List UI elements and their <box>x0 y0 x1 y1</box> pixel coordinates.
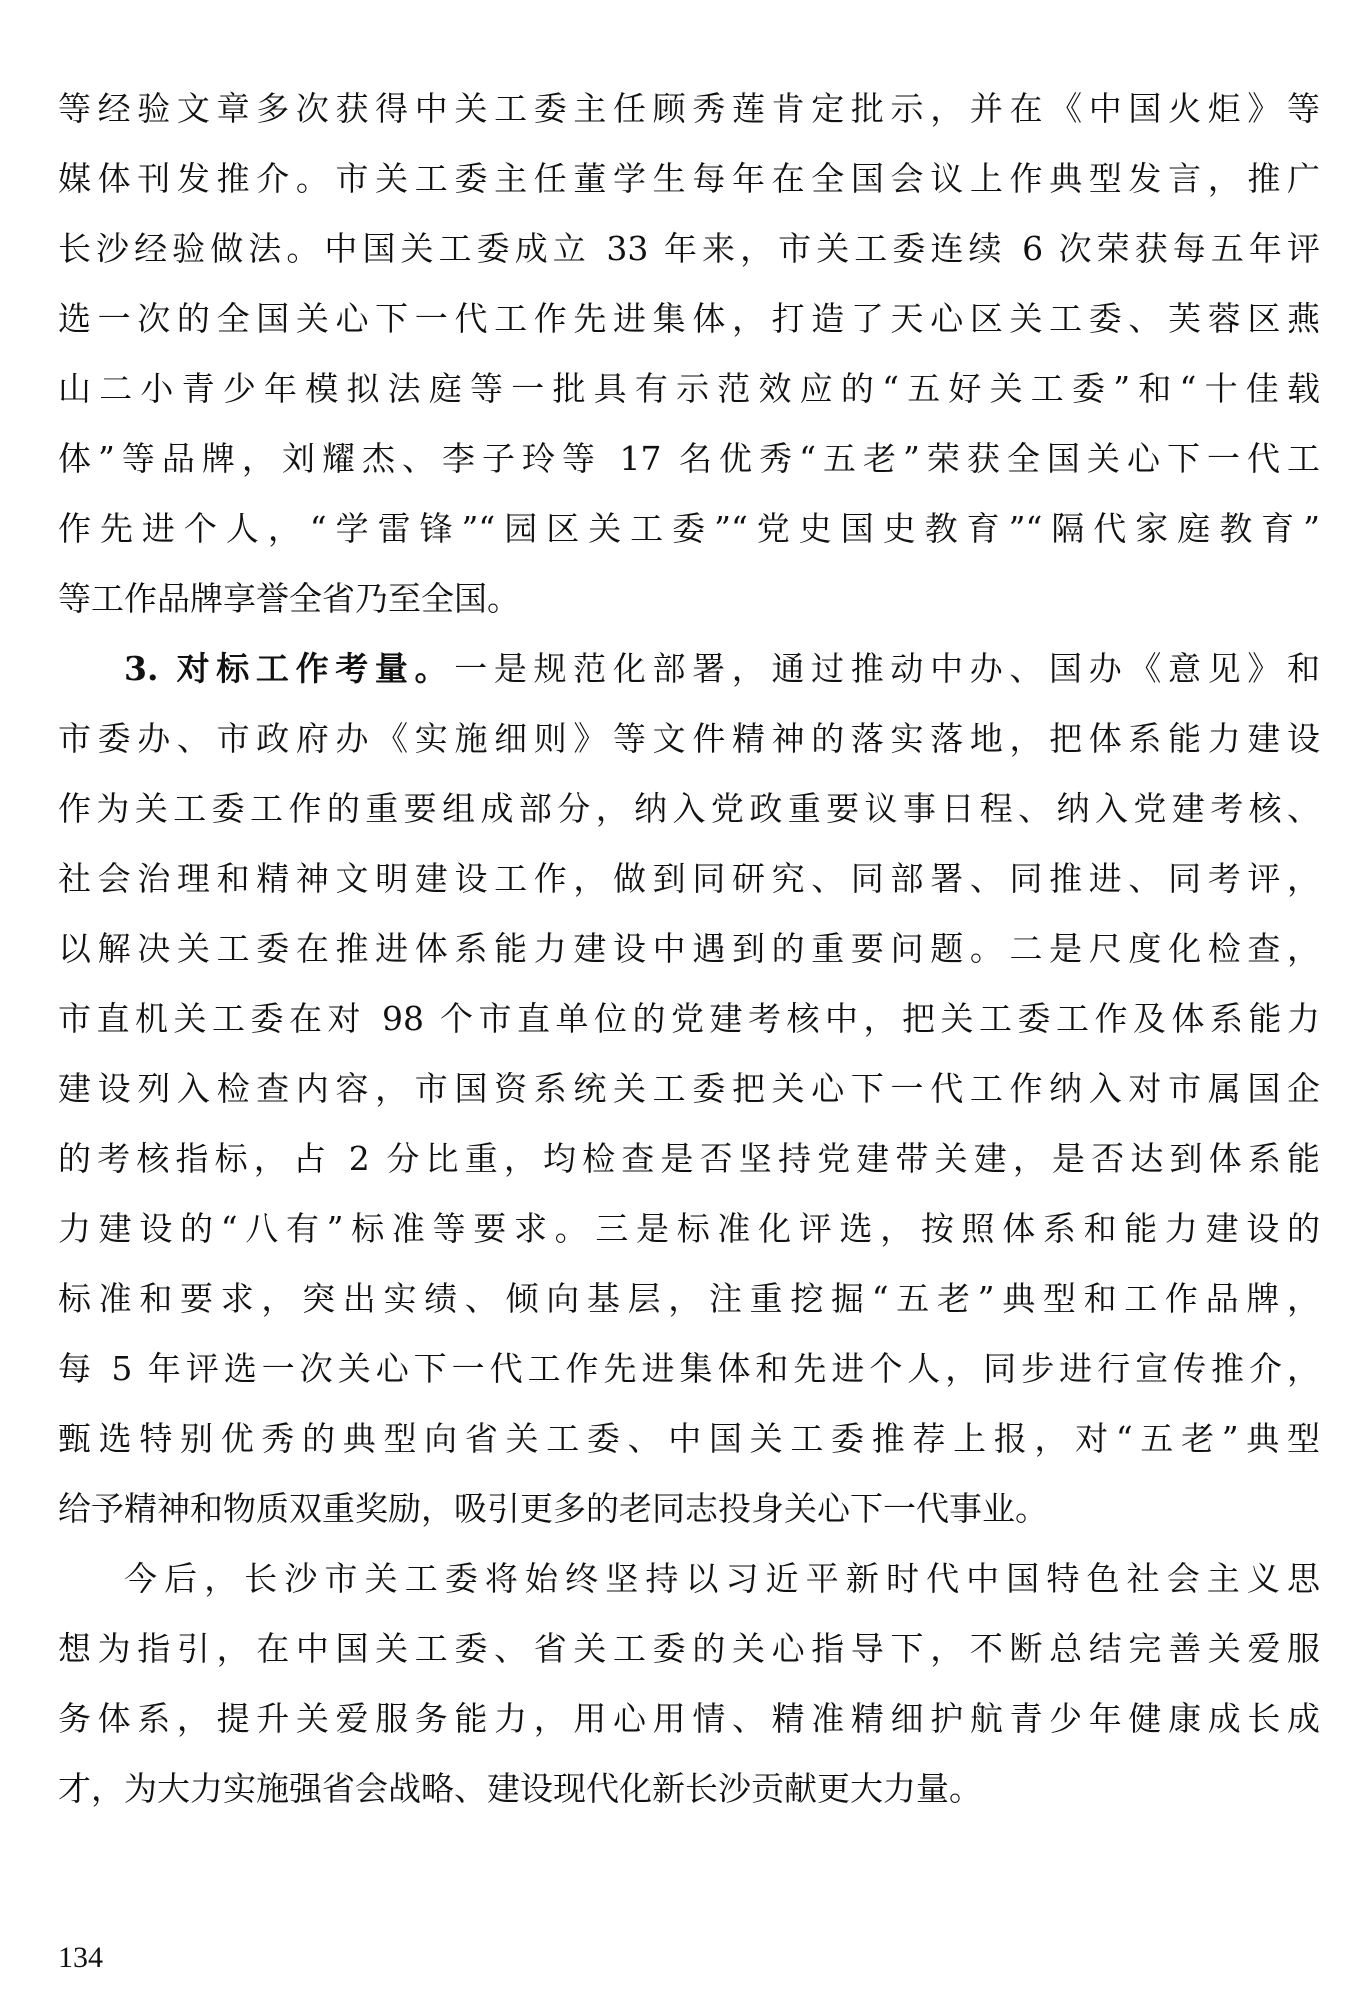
paragraph-2 <box>58 634 1320 1544</box>
text-line: 等经验文章多次获得中关工委主任顾秀莲肯定批示，并在《中国火炬》等 <box>58 89 1320 128</box>
paragraph-1 <box>58 74 1320 634</box>
text-line: 标准和要求，突出实绩、倾向基层，注重挖掘“五老”典型和工作品牌， <box>58 1279 1320 1318</box>
paragraph-3 <box>58 1544 1320 1824</box>
text-line: 作先进个人，“学雷锋”“园区关工委”“党史国史教育”“隔代家庭教育” <box>58 509 1320 548</box>
text-line: 以解决关工委在推进体系能力建设中遇到的重要问题。二是尺度化检查， <box>58 929 1320 968</box>
text-line: 选一次的全国关心下一代工作先进集体，打造了天心区关工委、芙蓉区燕 <box>58 299 1320 338</box>
text-line: 媒体刊发推介。市关工委主任董学生每年在全国会议上作典型发言，推广 <box>58 159 1320 198</box>
text-line-first <box>58 634 1320 704</box>
text-line: 力建设的“八有”标准等要求。三是标准化评选，按照体系和能力建设的 <box>58 1209 1320 1248</box>
page-body <box>58 74 1320 1824</box>
text-line: 社会治理和精神文明建设工作，做到同研究、同部署、同推进、同考评， <box>58 859 1320 898</box>
text-line: 想为指引，在中国关工委、省关工委的关心指导下，不断总结完善关爱服 <box>58 1629 1320 1668</box>
text-line: 市委办、市政府办《实施细则》等文件精神的落实落地，把体系能力建设 <box>58 719 1320 758</box>
text-line: 给予精神和物质双重奖励，吸引更多的老同志投身关心下一代事业。 <box>58 1489 1048 1528</box>
text-line: 每 5 年评选一次关心下一代工作先进集体和先进个人，同步进行宣传推介， <box>58 1349 1320 1388</box>
text-line: 建设列入检查内容，市国资系统关工委把关心下一代工作纳入对市属国企 <box>58 1069 1320 1108</box>
text-line: 今后，长沙市关工委将始终坚持以习近平新时代中国特色社会主义思 <box>124 1559 1320 1598</box>
text-line: 才，为大力实施强省会战略、建设现代化新长沙贡献更大力量。 <box>58 1769 982 1808</box>
page-number: 134 <box>58 1941 103 1974</box>
text-line: 务体系，提升关爱服务能力，用心用情、精准精细护航青少年健康成长成 <box>58 1699 1320 1738</box>
text-line: 作为关工委工作的重要组成部分，纳入党政重要议事日程、纳入党建考核、 <box>58 789 1320 828</box>
text-line: 甄选特别优秀的典型向省关工委、中国关工委推荐上报，对“五老”典型 <box>58 1419 1320 1458</box>
text-line: 的考核指标，占 2 分比重，均检查是否坚持党建带关建，是否达到体系能 <box>58 1139 1320 1178</box>
text-line: 长沙经验做法。中国关工委成立 33 年来，市关工委连续 6 次荣获每五年评 <box>58 229 1320 268</box>
text-line: 市直机关工委在对 98 个市直单位的党建考核中，把关工委工作及体系能力 <box>58 999 1320 1038</box>
text-line: 体”等品牌，刘耀杰、李子玲等 17 名优秀“五老”荣获全国关心下一代工 <box>58 439 1320 478</box>
text-span: 一是规范化部署，通过推动中办、国办《意见》和 <box>454 649 1320 688</box>
section-heading: 3. 对标工作考量。 <box>124 649 455 688</box>
text-line: 等工作品牌享誉全省乃至全国。 <box>58 579 520 618</box>
text-line: 山二小青少年模拟法庭等一批具有示范效应的“五好关工委”和“十佳载 <box>58 369 1320 408</box>
